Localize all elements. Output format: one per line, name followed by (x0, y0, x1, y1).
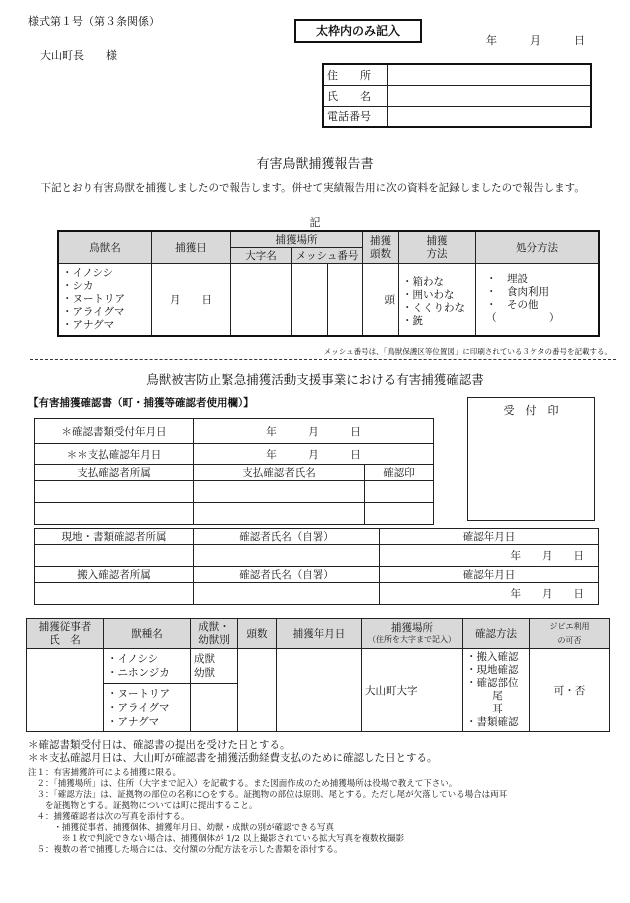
footnote-2: ＊＊支払確認月日は、大山町が確認書を捕獲活動経費支払のために確認した日とする。 (28, 752, 438, 764)
carry-date-field[interactable]: 年 月 日 (380, 583, 599, 605)
confirm-subtitle: 【有害捕獲確認書（町・捕獲等確認者使用欄）】 (28, 397, 254, 409)
capture-table (26, 618, 610, 732)
site-affiliation-header: 現地・書類確認者所属 (35, 529, 194, 545)
carry-date-header: 確認年月日 (380, 567, 599, 583)
count-cell[interactable]: 頭 (363, 264, 399, 336)
age-field-b[interactable] (191, 684, 238, 732)
report-title: 有害鳥獣捕獲報告書 (256, 157, 374, 172)
payer-name-1[interactable] (194, 481, 365, 503)
site-name-field[interactable] (194, 545, 380, 567)
species-a-list: ・イノシシ ・ニホンジカ (104, 649, 191, 684)
address-label: 住 所 (323, 64, 388, 85)
addressee: 大山町長 様 (40, 49, 117, 62)
payer-affiliation-2[interactable] (35, 503, 194, 525)
col-capture-place: 捕獲場所 （住所を大字まで記入） (362, 619, 463, 649)
carry-name-header: 確認者氏名（自署） (194, 567, 380, 583)
phone-field[interactable] (388, 106, 592, 127)
receipt-date-field[interactable]: 年 月 日 (194, 419, 434, 444)
report-intro: 下記とおり有害鳥獣を捕獲しましたので報告します。併せて実績報告用に次の資料を記録しましたので報告します。 (30, 182, 585, 194)
col-confirm-method: 確認方法 (463, 619, 530, 649)
col-disposal: 処分方法 (476, 231, 600, 264)
payer-affiliation-header: 支払確認者所属 (35, 465, 194, 481)
phone-label: 電話番号 (323, 106, 388, 127)
confirm-method-list: ・搬入確認 ・現地確認 ・確認部位 尾 耳 ・書類確認 (463, 649, 530, 732)
payment-date-field[interactable]: 年 月 日 (194, 444, 434, 465)
mesh-cell-2[interactable] (327, 264, 363, 336)
name-label: 氏 名 (323, 85, 388, 106)
confirm-title: 鳥獣被害防止緊急捕獲活動支援事業における有害捕獲確認書 (146, 372, 484, 387)
form-number: 様式第１号（第３条関係） (28, 15, 160, 28)
col-mesh: メッシュ番号 (292, 248, 363, 264)
col-species: 獣種名 (104, 619, 191, 649)
verifier-table (34, 528, 599, 605)
report-table (57, 230, 600, 337)
receipt-date-label: ＊確認書類受付年月日 (35, 419, 194, 444)
cut-line (30, 359, 616, 360)
applicant-table (322, 63, 592, 128)
capture-date-cell[interactable]: 月 日 (152, 264, 231, 336)
payment-date-label: ＊＊支払確認年月日 (35, 444, 194, 465)
age-list: 成獣 幼獣 (191, 649, 238, 684)
heads-field[interactable] (238, 649, 277, 732)
address-field[interactable] (388, 64, 592, 85)
disposal-list: ・ 埋設 ・ 食肉利用 ・ その他 （ ） (476, 264, 600, 336)
col-heads: 頭数 (238, 619, 277, 649)
carry-name-field[interactable] (194, 583, 380, 605)
name-field[interactable] (388, 85, 592, 106)
payer-name-header: 支払確認者氏名 (194, 465, 365, 481)
site-affiliation-field[interactable] (35, 545, 194, 567)
col-capture-date: 捕獲年月日 (277, 619, 362, 649)
mesh-note: メッシュ番号は、「鳥獣保護区等位置図」に印刷されている３ケタの番号を記載する。 (323, 347, 612, 356)
receipt-stamp-box (467, 397, 595, 521)
payer-name-2[interactable] (194, 503, 365, 525)
confirm-table (34, 418, 434, 525)
payer-affiliation-1[interactable] (35, 481, 194, 503)
animal-list: ・イノシシ ・シカ ・ヌートリア ・アライグマ ・アナグマ (58, 264, 152, 336)
box-label: 太枠内のみ記入 (294, 19, 422, 43)
site-date-header: 確認年月日 (380, 529, 599, 545)
col-aza: 大字名 (231, 248, 292, 264)
site-name-header: 確認者氏名（自署） (194, 529, 380, 545)
col-animal: 鳥獣名 (58, 231, 152, 264)
footnote-1: ＊確認書類受付日は、確認書の提出を受けた日とする。 (28, 739, 291, 751)
col-place: 捕獲場所 (231, 231, 363, 248)
capture-place-field[interactable]: 大山町大字 (362, 649, 463, 732)
capture-date-field[interactable] (277, 649, 362, 732)
col-age: 成獣・幼獣別 (191, 619, 238, 649)
ki-label: 記 (309, 216, 321, 229)
report-date: 年 月 日 (486, 34, 585, 47)
col-gibier: ジビエ利用の可否 (530, 619, 610, 649)
method-list: ・箱わな ・囲いわな ・くくりわな ・銃 (399, 264, 476, 336)
payer-seal-header: 確認印 (365, 465, 434, 481)
payer-seal-2[interactable] (365, 503, 434, 525)
payer-seal-1[interactable] (365, 481, 434, 503)
col-hunter: 捕獲従事者 氏 名 (27, 619, 104, 649)
site-date-field[interactable]: 年 月 日 (380, 545, 599, 567)
species-b-list: ・ヌートリア ・アライグマ ・アナグマ (104, 684, 191, 732)
col-date: 捕獲日 (152, 231, 231, 264)
carry-affiliation-header: 搬入確認者所属 (35, 567, 194, 583)
hunter-name-field[interactable] (27, 649, 104, 732)
gibier-field[interactable]: 可・否 (530, 649, 610, 732)
notes-list: 注１：有害捕獲許可による捕獲に限る。 ２：「捕獲場所」は、住所（大字まで記入）を記載する。また図面作成のため捕獲場所は役場で教えて下さい。 ３：「確認方法」は、証拠物の部位の名称に○をする。証拠物の部位は原則、尾とする。ただし尾が欠落している場合は両耳 を証拠物とする。証拠物については町に提出すること。 ４：捕獲確認者は次の写真を添付する。 ・捕獲従事者、捕獲個体、捕獲年月日、幼獣・成獣の別が確認できる写真 ※１枚で判読できない場合は、捕獲個体が 1/2 以上撮影されている拡大写真を複数枚撮影 ５：複数の者で捕獲した場合には、交付額の分配方法を示した書類を添付する。 (28, 768, 508, 855)
col-method: 捕獲方法 (399, 231, 476, 264)
aza-cell[interactable] (231, 264, 292, 336)
col-count: 捕獲頭数 (363, 231, 399, 264)
carry-affiliation-field[interactable] (35, 583, 194, 605)
receipt-stamp-label: 受 付 印 (503, 404, 559, 417)
mesh-cell-1[interactable] (292, 264, 328, 336)
